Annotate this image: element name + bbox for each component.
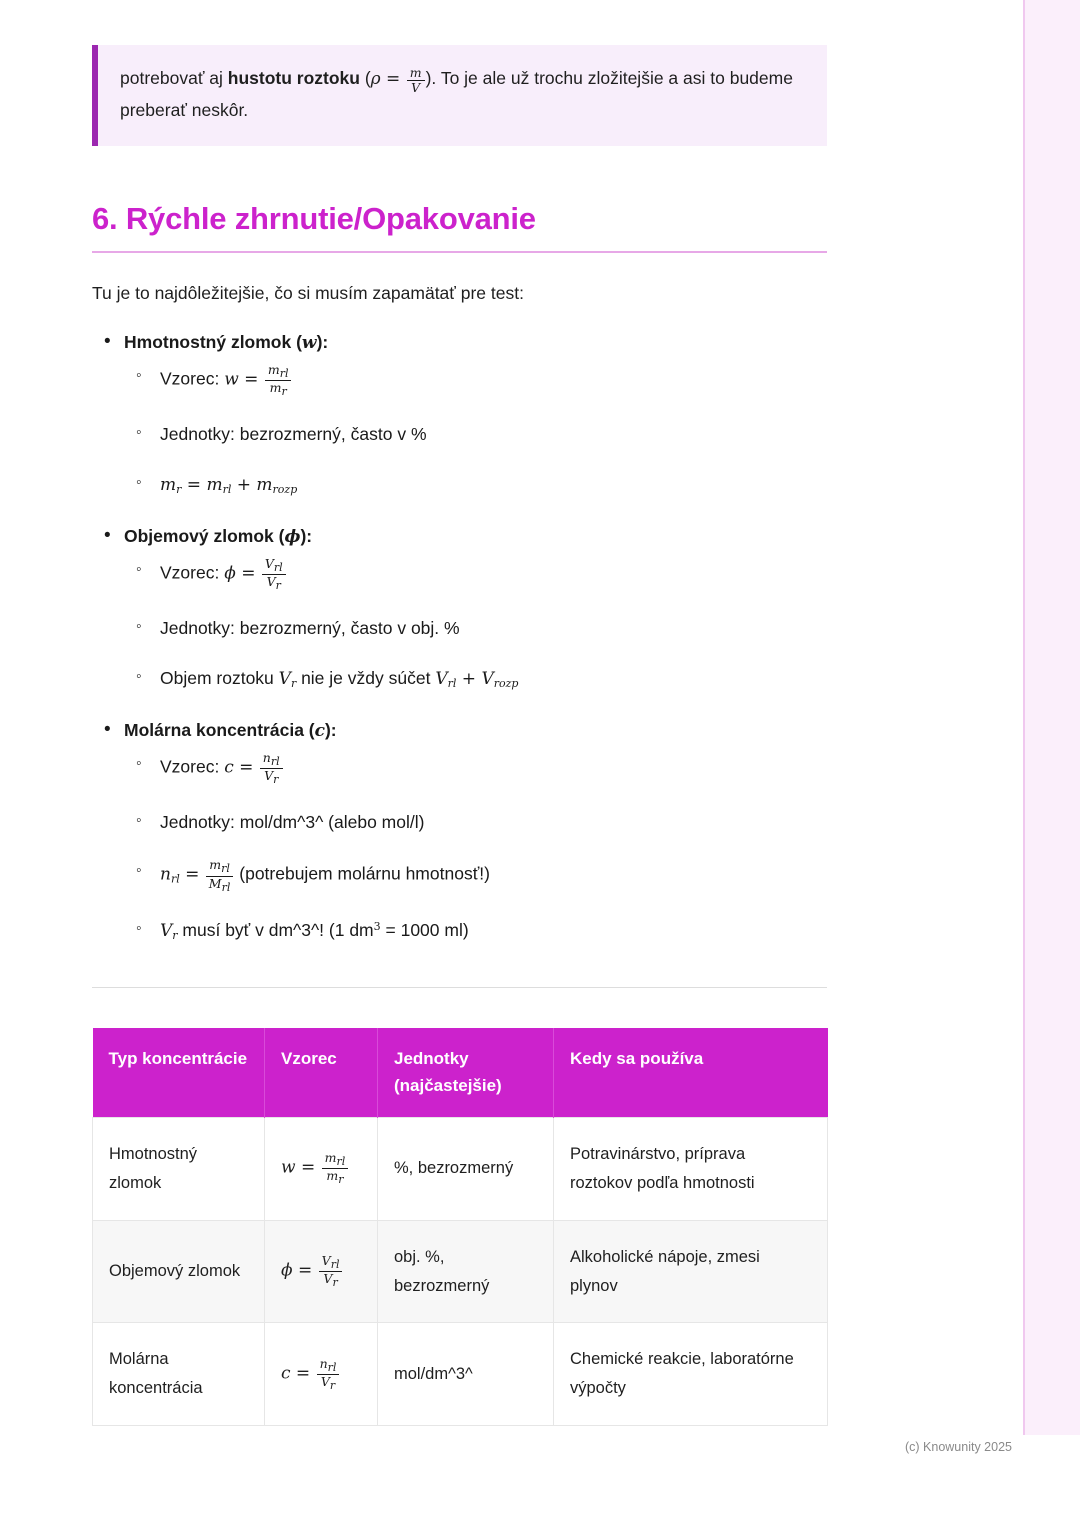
cell-formula: w = $\frac{m_{rl}}{m_r}$ (265, 1117, 378, 1220)
page-edge-strip (1023, 0, 1080, 1435)
summary-table (92, 1028, 828, 1426)
table-header-formula: Vzorec (265, 1028, 378, 1117)
item2-sub1-equals: = (235, 563, 261, 584)
callout-equals: = (380, 69, 406, 89)
item1-sub1-prefix: Vzorec: (160, 368, 225, 389)
item2-sub1-symbol: ϕ (224, 563, 236, 584)
table-row (93, 1117, 828, 1220)
cell-type: Objemový zlomok (93, 1220, 265, 1323)
item3-symbol: c (314, 720, 325, 741)
row2-fraction: $\frac{V_{rl}}{V_r}$ (319, 1254, 343, 1290)
callout-text-lead: potrebovať aj (120, 68, 228, 88)
item1-mr: m (160, 475, 177, 496)
sub-item-formula: ◦ Vzorec: c = $\frac{n_{rl}}{V_r}$ (92, 751, 827, 787)
table-header-type: Typ koncentrácie (93, 1028, 265, 1117)
item2-sub1-prefix: Vzorec: (160, 562, 225, 583)
callout-rho: ρ (370, 69, 381, 89)
table-header-row (93, 1028, 828, 1117)
table-row (93, 1323, 828, 1426)
item1-fraction-den: $m_r$ (265, 380, 292, 398)
list-item-heading (92, 716, 827, 745)
sub-item-formula (92, 363, 827, 399)
table-header-units: Jednotky (najčastejšie) (378, 1028, 554, 1117)
intro-paragraph: Tu je to najdôležitejšie, čo si musím zapamätať pre test: (92, 282, 524, 303)
row3-equals: = (290, 1362, 316, 1383)
sub-item-units: ◦ Jednotky: bezrozmerný, často v obj. % (92, 614, 827, 642)
item1-label-end: ): (316, 331, 329, 352)
copyright-notice: (c) Knowunity 2025 (904, 1440, 1012, 1454)
callout-fraction (407, 66, 425, 95)
item3-label-end: ): (324, 719, 337, 740)
item3-moles-fraction: $\frac{m_{rl}}{M_{rl}}$ (206, 858, 234, 894)
summary-list (92, 328, 827, 946)
cell-formula: ϕ = $\frac{V_{rl}}{V_r}$ (265, 1220, 378, 1323)
cell-units: obj. %, bezrozmerný (378, 1220, 554, 1323)
sub-item-mass-relation: ◦ $m_r = m_{rl} + m_{rozp}$ (92, 470, 827, 499)
sub-list (92, 363, 827, 500)
item3-fraction: $\frac{n_{rl}}{V_r}$ (260, 751, 283, 787)
callout-note (92, 45, 827, 146)
item1-fraction (265, 363, 292, 399)
callout-fraction-numerator: m (409, 65, 422, 80)
callout-paren-open: ( (359, 68, 371, 88)
cell-units: mol/dm^3^ (378, 1323, 554, 1426)
row1-equals: = (295, 1157, 321, 1178)
cell-usage: Potravinárstvo, príprava roztokov podľa hmotnosti (554, 1117, 828, 1220)
row3-fraction: $\frac{n_{rl}}{V_r}$ (317, 1357, 340, 1393)
cell-units: %, bezrozmerný (378, 1117, 554, 1220)
table-header-usage: Kedy sa používa (554, 1028, 828, 1117)
section-divider (92, 987, 827, 988)
sub-list (92, 751, 827, 945)
item1-sub1-equals: = (238, 369, 264, 390)
cell-usage: Chemické reakcie, laboratórne výpočty (554, 1323, 828, 1426)
item3-label: Molárna koncentrácia ( (124, 719, 315, 740)
list-item (92, 716, 827, 946)
sub-item-moles: ◦ $n_{rl}$ = $\frac{m_{rl}}{M_{rl}}$ (potrebujem molárnu hmotnosť!) (92, 858, 827, 894)
sub-item-units: ◦ Jednotky: bezrozmerný, často v % (92, 420, 827, 448)
list-item-heading (92, 522, 827, 551)
callout-tail: ). To je ale už trochu zložitejšie a asi to budeme preberať neskôr. (120, 68, 793, 120)
sub-item-formula (92, 557, 827, 593)
item1-fraction-num: $m_{rl}$ (267, 361, 289, 380)
item2-fraction: $\frac{V_{rl}}{V_r}$ (262, 557, 286, 593)
sub-item-volume-unit: ◦ $V_r$ musí byť v dm^3^! (1 $dm^3 = 1000$ ml) (92, 916, 827, 945)
cell-type: Molárna koncentrácia (93, 1323, 265, 1426)
callout-text (120, 63, 805, 126)
cell-type: Hmotnostný zlomok (93, 1117, 265, 1220)
page-title: 6. Rýchle zhrnutie/Opakovanie (92, 200, 536, 236)
sub-item-units: ◦ Jednotky: mol/dm^3^ (alebo mol/l) (92, 808, 827, 836)
row2-equals: = (292, 1260, 318, 1281)
cell-formula: c = $\frac{n_{rl}}{V_r}$ (265, 1323, 378, 1426)
item2-label-end: ): (300, 525, 313, 546)
table-row (93, 1220, 828, 1323)
row1-fraction: $\frac{m_{rl}}{m_r}$ (322, 1151, 349, 1187)
item1-symbol: w (301, 332, 317, 353)
item2-symbol: ϕ (284, 526, 301, 547)
document-content (92, 0, 827, 1426)
title-divider (92, 251, 827, 253)
item1-sub1-symbol: w (224, 369, 239, 390)
cell-usage: Alkoholické nápoje, zmesi plynov (554, 1220, 828, 1323)
sub-item-volume-note: ◦ Objem roztoku $V_r$ nie je vždy súčet $V_{rl} + V_{rozp}$ (92, 664, 827, 693)
sub-list (92, 557, 827, 694)
callout-fraction-denominator: V (407, 80, 425, 95)
item2-label: Objemový zlomok ( (124, 525, 285, 546)
list-item (92, 328, 827, 500)
item1-label: Hmotnostný zlomok ( (124, 331, 302, 352)
callout-bold-term: hustotu roztoku (227, 68, 360, 88)
list-item (92, 522, 827, 694)
list-item-heading (92, 328, 827, 357)
